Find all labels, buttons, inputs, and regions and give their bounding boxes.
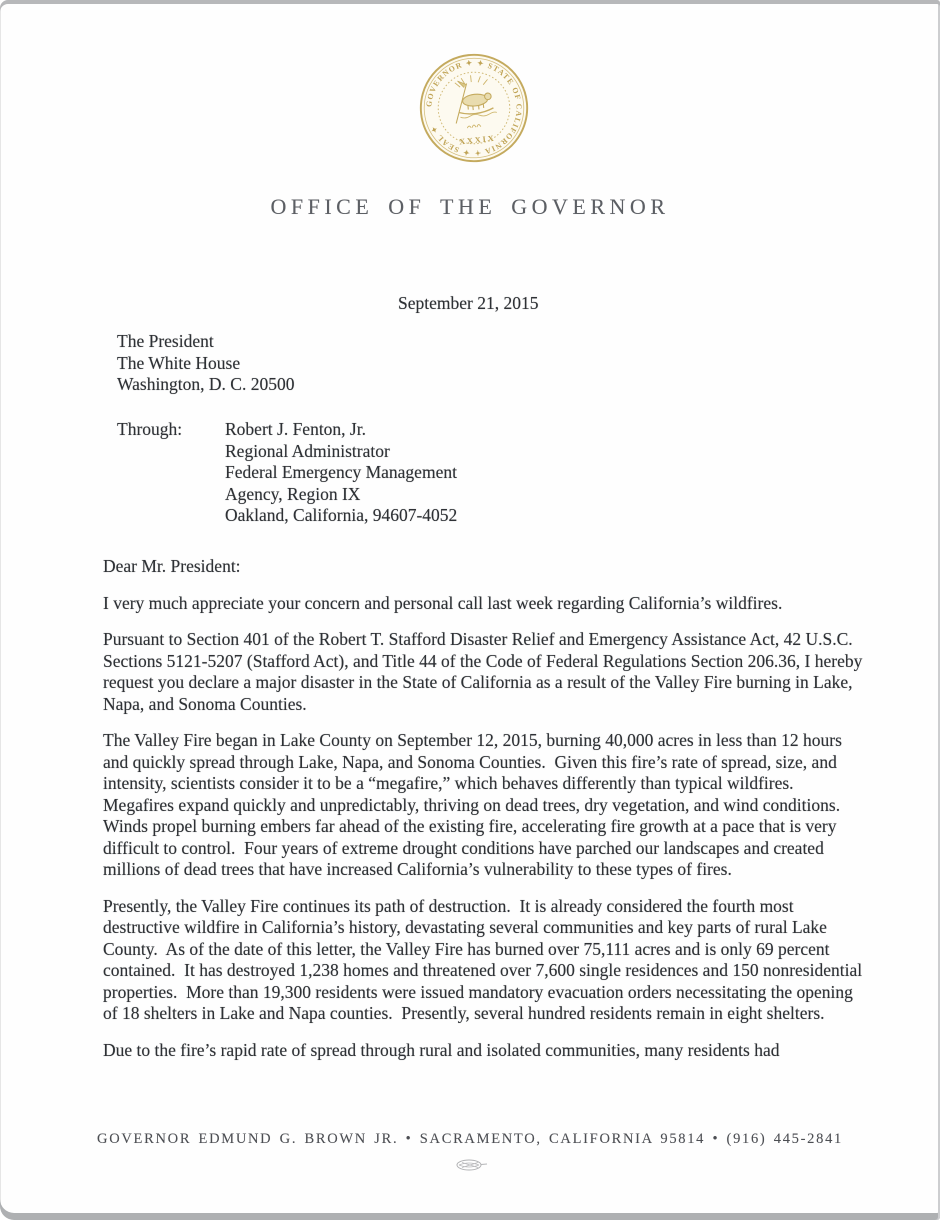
footer-ornament-icon: [452, 1156, 490, 1174]
recipient-address: [117, 331, 294, 396]
salutation: Dear Mr. President:: [103, 556, 241, 576]
through-label: Through:: [117, 419, 183, 439]
through-line: Federal Emergency Management: [225, 462, 457, 482]
paragraph: Presently, the Valley Fire continues its path of destruction. It is already considered the fourth most destructive wildfire in California’s history, devastating several communities and key parts of rural Lake County. As of the date of this letter, the Valley Fire has burned over 75,111 acres and is only 69 percent contained. It has destroyed 1,238 homes and threatened over 7,600 single residences and 150 nonresidential properties. More than 19,300 residents were issued mandatory evacuation orders necessitating the opening of 18 shelters in Lake and Napa counties. Presently, several hundred residents remain in eight shelters.: [103, 895, 867, 1023]
letterhead-title: OFFICE OF THE GOVERNOR: [270, 194, 670, 219]
seal-numeral: XXXIX: [458, 133, 497, 147]
through-line: Robert J. Fenton, Jr.: [225, 419, 366, 439]
through-block: [117, 419, 457, 527]
through-line: Agency, Region IX: [225, 483, 361, 504]
recipient-line: The President: [117, 331, 214, 351]
through-line: Oakland, California, 94607-4052: [225, 505, 458, 525]
through-address: [225, 419, 457, 527]
seal-ring-text: GOVERNOR ✦ ✦ STATE OF CALIFORNIA ✦ ✦ SEAL ✦: [424, 58, 524, 158]
paragraph: Pursuant to Section 401 of the Robert T. Stafford Disaster Relief and Emergency Assistance Act, 42 U.S.C. Sections 5121-5207 (Stafford Act), and Title 44 of the Code of Federal Regulations Section 206.36, I hereby request you declare a major disaster in the State of California as a result of the Valley Fire burning in Lake, Napa, and Sonoma Counties.: [103, 629, 867, 714]
recipient-line: The White House: [117, 352, 241, 373]
recipient-line: Washington, D. C. 20500: [117, 374, 295, 394]
california-governor-seal-icon: [410, 44, 537, 171]
through-line: Regional Administrator: [225, 440, 390, 461]
letter-body: [103, 556, 865, 1076]
letter-date: September 21, 2015: [398, 293, 539, 313]
letterhead-footer: GOVERNOR EDMUND G. BROWN JR. • SACRAMENTO, CALIFORNIA 95814 • (916) 445-2841: [97, 1131, 843, 1147]
paragraph: Due to the fire’s rapid rate of spread through rural and isolated communities, many residents had: [103, 1039, 780, 1060]
paragraph: The Valley Fire began in Lake County on September 12, 2015, burning 40,000 acres in less than 12 hours and quickly spread through Lake, Napa, and Sonoma Counties. Given this fire’s rate of spread, size, and intensity, scientists consider it to be a “megafire,” which behaves differently than typical wildfires. Megafires expand quickly and unpredictably, thriving on dead trees, dry vegetation, and wind conditions. Winds propel burning embers far ahead of the existing fire, accelerating fire growth at a pace that is very difficult to control. Four years of extreme drought conditions have parched our landscapes and created millions of dead trees that have increased California’s vulnerability to these types of fires.: [103, 730, 849, 879]
paragraph: I very much appreciate your concern and personal call last week regarding California’s wildfires.: [103, 592, 783, 613]
